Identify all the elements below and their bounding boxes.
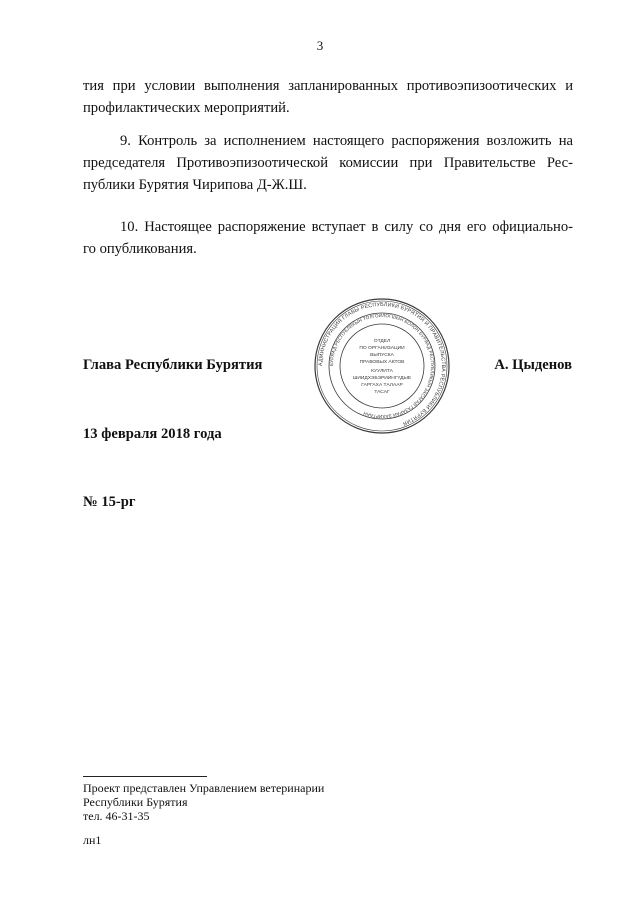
text-line: го опубликования. <box>83 241 197 257</box>
stamp-line: ШИИДХЭБЭРИИНГҮДЫЕ <box>352 376 412 381</box>
footnote-line: Республики Бурятия <box>83 795 188 809</box>
official-stamp <box>312 296 452 436</box>
stamp-line: ПРАВОВЫХ АКТОВ <box>359 360 405 365</box>
text-line: профилактических мероприятий. <box>83 100 290 116</box>
paragraph-9 <box>83 130 573 196</box>
document-date: 13 февраля 2018 года <box>83 426 222 442</box>
stamp-line: ГАРГАХА ТАЛААР <box>361 383 403 388</box>
stamp-graphic <box>312 296 452 436</box>
paragraph-10 <box>83 216 573 260</box>
footnote-code: лн1 <box>83 833 102 847</box>
stamp-line: ОТДЕЛ <box>373 339 391 344</box>
stamp-ring-outer: АДМИНИСТРАЦИЯ ГЛАВЫ РЕСПУБЛИКИ БУРЯТИЯ И ПРАВИТЕЛЬСТВА РЕСПУБЛИКИ БУРЯТИЯ <box>317 301 447 427</box>
footnote-phone: тел. 46-31-35 <box>83 809 150 823</box>
text-line: 9. Контроль за исполнением настоящего распоряжения возложить на <box>120 133 573 149</box>
paragraph-continuation <box>83 75 573 119</box>
page-number: 3 <box>316 38 324 53</box>
signatory-position: Глава Республики Бурятия <box>83 357 263 373</box>
signatory-name: А. Цыденов <box>494 357 572 373</box>
text-line: публики Бурятия Чирипова Д-Ж.Ш. <box>83 177 307 193</box>
stamp-line: ПО ОРГАНИЗАЦИИ <box>359 346 405 351</box>
stamp-ring-inner: БУРЯАД РЕСПУБЛИКЫН ТОЛГОЙЛОГШЫН БОЛОН БУРЯАД РЕСПУБЛИКЫН ЗАСАГАЙ ГАЗАРАЙ ЗАХИРГААН <box>328 312 436 420</box>
document-number: № 15-рг <box>83 494 136 510</box>
stamp-line: КУУЛИТА <box>371 369 393 374</box>
stamp-line: ТАСАГ <box>374 390 390 395</box>
footnote-divider <box>83 776 207 777</box>
footnote-line: Проект представлен Управлением ветеринарии <box>83 781 325 795</box>
stamp-line: ВЫПУСКА <box>370 353 394 358</box>
text-line: председателя Противоэпизоотической комиссии при Правительстве Рес- <box>83 155 573 171</box>
text-line: тия при условии выполнения запланированных противоэпизоотических и <box>83 78 573 94</box>
text-line: 10. Настоящее распоряжение вступает в силу со дня его официально- <box>120 219 573 235</box>
